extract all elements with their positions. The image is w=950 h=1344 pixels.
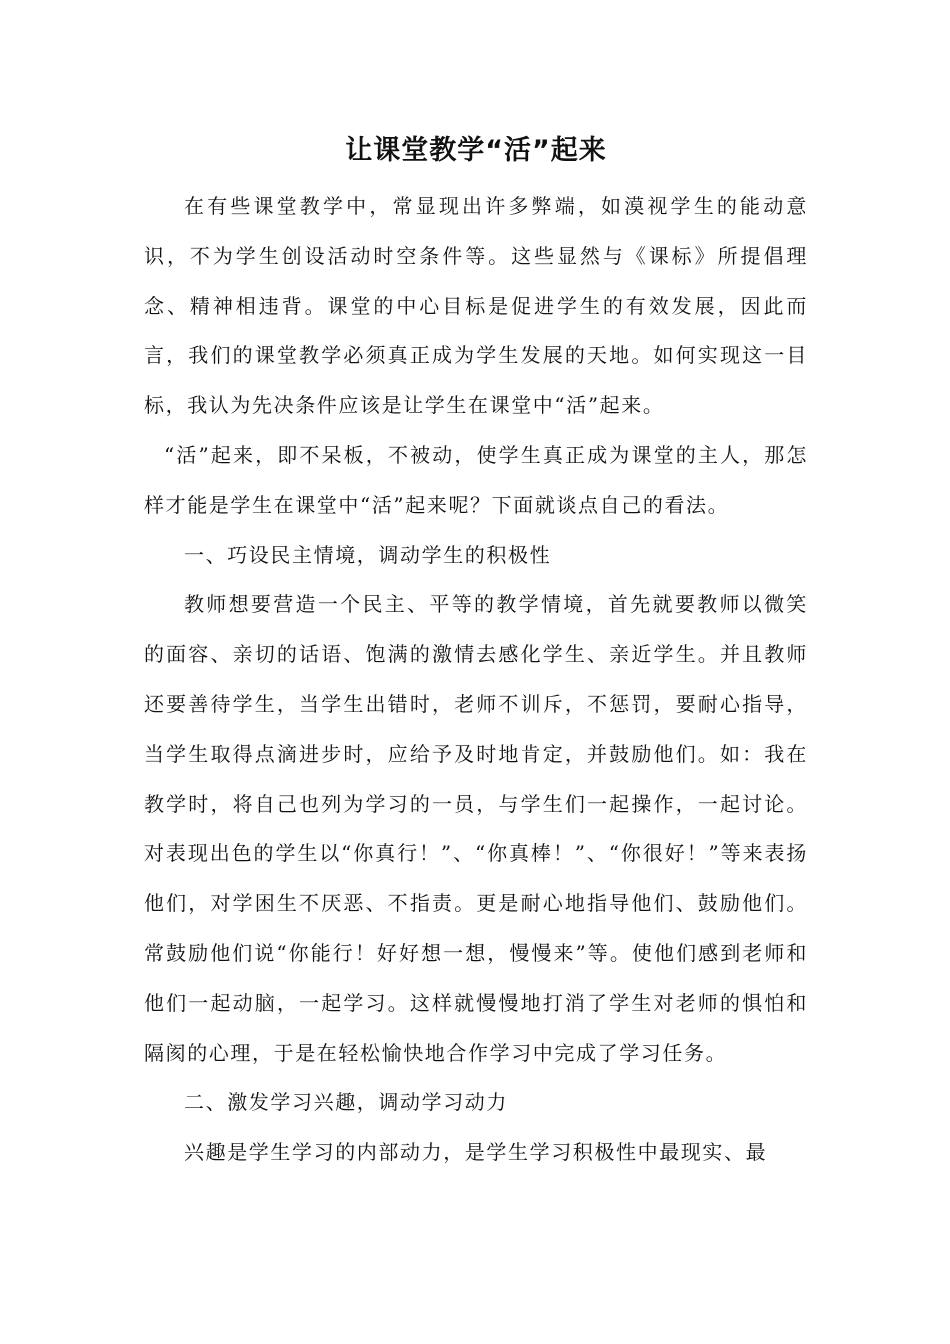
- section-heading-2: 二、激发学习兴趣，调动学习动力: [184, 1090, 508, 1115]
- paragraph-section-2: 兴趣是学生学习的内部动力，是学生学习积极性中最现实、最: [184, 1140, 768, 1165]
- document-page: [144, 124, 808, 1178]
- section-heading-1: 一、巧设民主情境，调动学生的积极性: [184, 542, 552, 567]
- document-title: 让课堂教学“活”起来: [345, 135, 607, 166]
- paragraph-definition: “活”起来，即不呆板，不被动，使学生真正成为课堂的主人，那怎样才能是学生在课堂中“活”起来呢？下面就谈点自己的看法。: [144, 442, 808, 517]
- paragraph-section-1: 教师想要营造一个民主、平等的教学情境，首先就要教师以微笑的面容、亲切的话语、饱满的激情去感化学生、亲近学生。并且教师还要善待学生，当学生出错时，老师不训斥，不惩罚，要耐心指导，当学生取得点滴进步时，应给予及时地肯定，并鼓励他们。如：我在教学时，将自己也列为学习的一员，与学生们一起操作，一起讨论。对表现出色的学生以“你真行！”、“你真棒！”、“你很好！”等来表扬他们，对学困生不厌恶、不指责。更是耐心地指导他们、鼓励他们。常鼓励他们说“你能行！好好想一想，慢慢来”等。使他们感到老师和他们一起动脑，一起学习。这样就慢慢地打消了学生对老师的惧怕和隔阂的心理，于是在轻松愉快地合作学习中完成了学习任务。: [144, 592, 808, 1065]
- paragraph-intro: 在有些课堂教学中，常显现出许多弊端，如漠视学生的能动意识，不为学生创设活动时空条件等。这些显然与《课标》所提倡理念、精神相违背。课堂的中心目标是促进学生的有效发展，因此而言，我们的课堂教学必须真正成为学生发展的天地。如何实现这一目标，我认为先决条件应该是让学生在课堂中“活”起来。: [144, 194, 808, 418]
